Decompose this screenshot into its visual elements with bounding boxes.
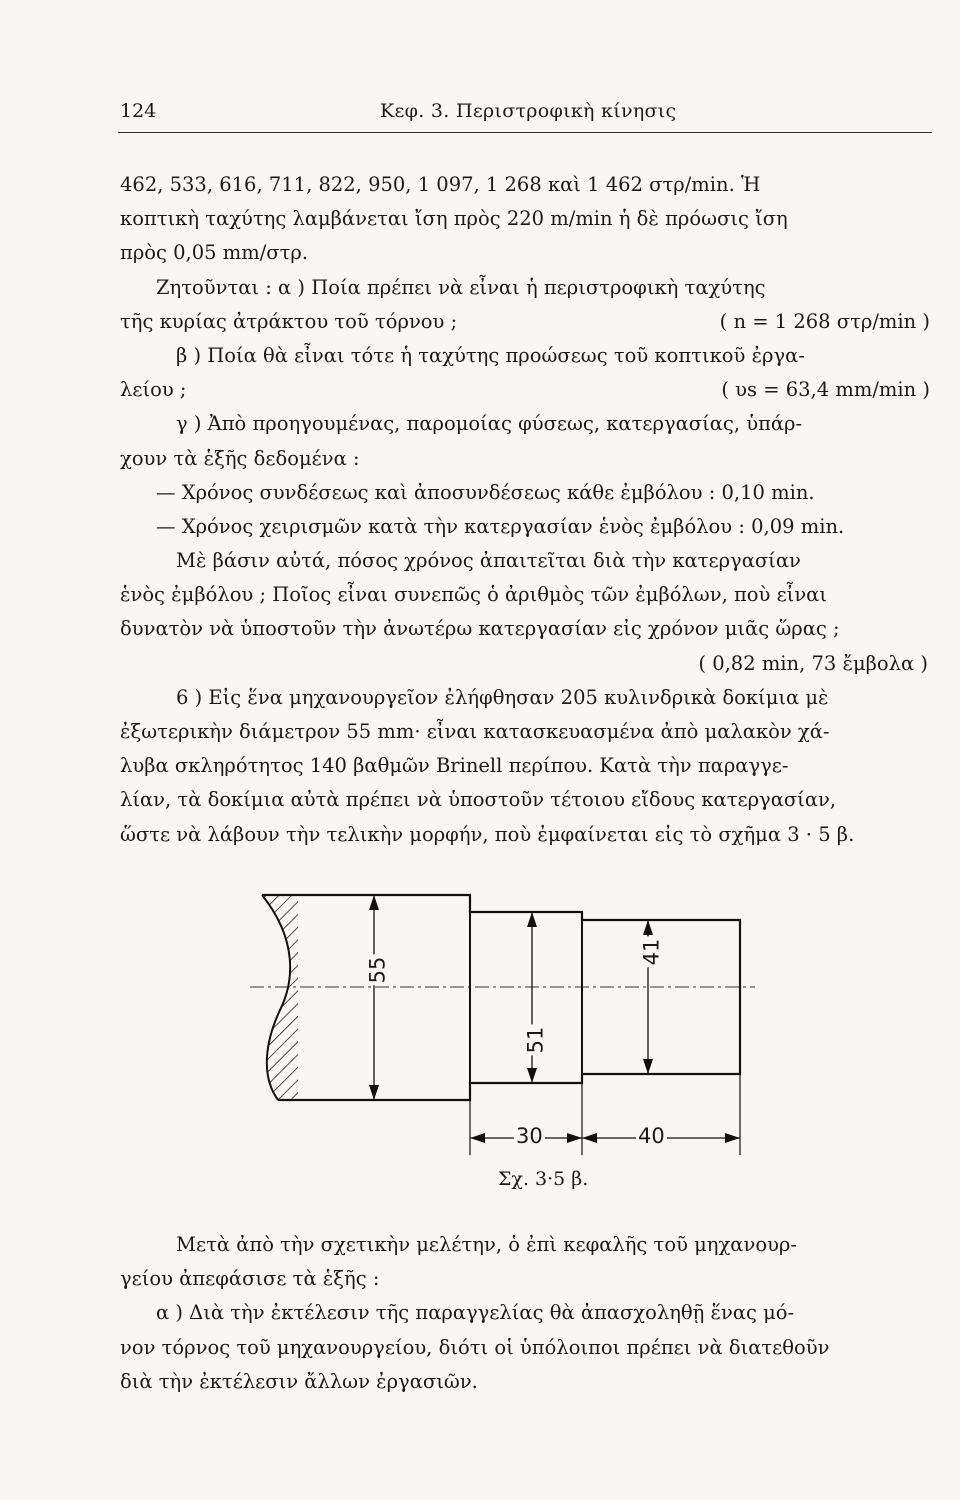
chapter-title: Κεφ. 3. Περιστροφικὴ κίνησις bbox=[380, 100, 677, 122]
text-line: τῆς κυρίας ἀτράκτου τοῦ τόρνου ; bbox=[120, 309, 458, 333]
page-header bbox=[110, 100, 930, 130]
continuation-text bbox=[120, 1228, 930, 1399]
text-line: 6 ) Εἰς ἕνα μηχανουργεῖον ἐλήφθησαν 205 κυλινδρικὰ δοκίμια μὲ bbox=[176, 685, 829, 709]
answer-n: ( n = 1 268 στρ/min ) bbox=[719, 309, 930, 333]
answer-us: ( υs = 63,4 mm/min ) bbox=[721, 378, 930, 402]
text-line: λυβα σκληρότητος 140 βαθμῶν Brinell περίπου. Κατὰ τὴν παραγγε- bbox=[120, 754, 789, 778]
text-line: λείου ; bbox=[120, 378, 187, 402]
text-line: ὥστε νὰ λάβουν τὴν τελικὴν μορφήν, ποὺ ἐμφαίνεται εἰς τὸ σχῆμα 3 · 5 β. bbox=[120, 822, 855, 846]
header-rule bbox=[118, 132, 932, 133]
shaft-drawing bbox=[240, 870, 760, 1190]
text-line: νον τόρνος τοῦ μηχανουργείου, διότι οἱ ὑπόλοιποι πρέπει νὰ διατεθοῦν bbox=[120, 1335, 830, 1359]
figure-3-5b bbox=[240, 870, 760, 1190]
text-line: β ) Ποία θὰ εἶναι τότε ἡ ταχύτης προώσεως τοῦ κοπτικοῦ ἐργα- bbox=[176, 343, 805, 367]
text-line: 462, 533, 616, 711, 822, 950, 1 097, 1 268 καὶ 1 462 στρ/min. Ἡ bbox=[120, 173, 761, 196]
answer-time: ( 0,82 min, 73 ἔμβολα ) bbox=[698, 651, 928, 675]
page-number: 124 bbox=[120, 100, 157, 122]
text-line: γ ) Ἀπὸ προηγουμένας, παρομοίας φύσεως, κατεργασίας, ὑπάρ- bbox=[176, 412, 803, 436]
dimension-30: 30 bbox=[516, 1124, 543, 1148]
problem-text bbox=[120, 168, 930, 852]
dimension-41: 41 bbox=[639, 938, 664, 966]
text-line-with-answer bbox=[120, 305, 930, 339]
dimension-55: 55 bbox=[365, 956, 390, 984]
text-line: ἐξωτερικὴν διάμετρον 55 mm· εἶναι κατασκευασμένα ἀπὸ μαλακὸν χά- bbox=[120, 720, 830, 743]
figure-caption: Σχ. 3·5 β. bbox=[498, 1168, 589, 1190]
text-line: Μετὰ ἀπὸ τὴν σχετικὴν μελέτην, ὁ ἐπὶ κεφαλῆς τοῦ μηχανουρ- bbox=[176, 1233, 797, 1256]
text-line: διὰ τὴν ἐκτέλεσιν ἄλλων ἐργασιῶν. bbox=[120, 1369, 478, 1393]
dimension-40: 40 bbox=[638, 1124, 665, 1148]
text-line: — Χρόνος συνδέσεως καὶ ἀποσυνδέσεως κάθε ἐμβόλου : 0,10 min. bbox=[156, 480, 815, 504]
text-line-with-answer bbox=[120, 373, 930, 407]
text-line: α ) Διὰ τὴν ἐκτέλεσιν τῆς παραγγελίας θὰ ἀπασχοληθῇ ἕνας μό- bbox=[156, 1301, 795, 1325]
text-line: ἑνὸς ἐμβόλου ; Ποῖος εἶναι συνεπῶς ὁ ἀριθμὸς τῶν ἐμβόλων, ποὺ εἶναι bbox=[120, 583, 827, 607]
text-line: κοπτικὴ ταχύτης λαμβάνεται ἴση πρὸς 220 m/min ἡ δὲ πρόωσις ἴση bbox=[120, 207, 788, 231]
text-line: λίαν, τὰ δοκίμια αὐτὰ πρέπει νὰ ὑποστοῦν τέτοιου εἴδους κατεργασίαν, bbox=[120, 788, 837, 812]
text-line: δυνατὸν νὰ ὑποστοῦν τὴν ἀνωτέρω κατεργασίαν εἰς χρόνον μιᾶς ὥρας ; bbox=[120, 617, 840, 641]
shaft-outline bbox=[262, 895, 740, 1100]
text-line: πρὸς 0,05 mm/στρ. bbox=[120, 241, 309, 265]
text-line: γείου ἀπεφάσισε τὰ ἑξῆς : bbox=[120, 1267, 380, 1291]
text-line: Ζητοῦνται : α ) Ποία πρέπει νὰ εἶναι ἡ περιστροφικὴ ταχύτης bbox=[156, 275, 766, 299]
text-line: — Χρόνος χειρισμῶν κατὰ τὴν κατεργασίαν ἑνὸς ἐμβόλου : 0,09 min. bbox=[156, 514, 845, 538]
dimension-51: 51 bbox=[523, 1026, 548, 1054]
text-line: χουν τὰ ἑξῆς δεδομένα : bbox=[120, 446, 360, 470]
text-line: Μὲ βάσιν αὐτά, πόσος χρόνος ἀπαιτεῖται διὰ τὴν κατεργασίαν bbox=[176, 549, 801, 573]
